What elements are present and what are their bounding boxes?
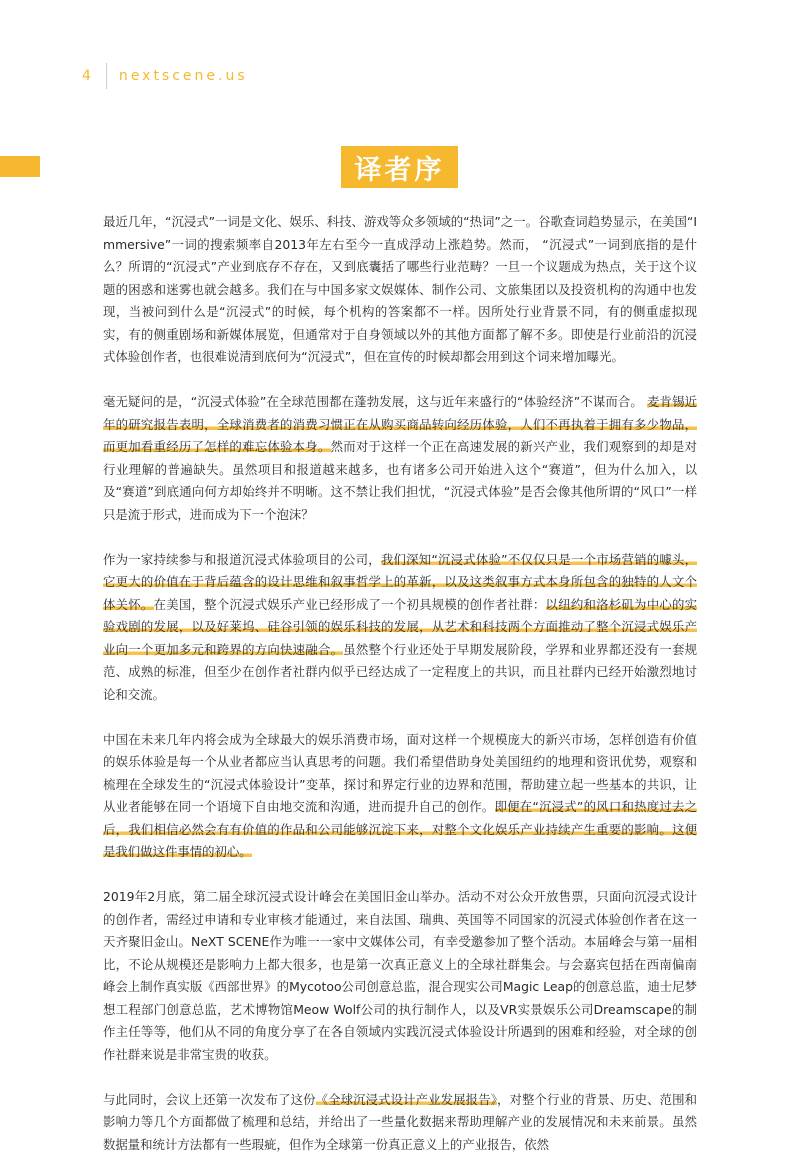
- paragraph: [103, 549, 697, 707]
- site-name: nextscene.us: [119, 68, 248, 84]
- side-accent-tab: [0, 156, 40, 177]
- page-number: 4: [82, 68, 92, 84]
- paragraph-text: 与此同时，会议上还第一次发布了这份: [103, 1092, 316, 1107]
- section-title: 译者序: [341, 146, 458, 188]
- paragraph: [103, 211, 697, 369]
- paragraph-text: 然而对于这样一个正在高速发展的新兴产业，我们观察到的却是对行业理解的普遍缺失。虽然项目和报道越来越多，也有诸多公司开始进入这个“赛道”，但为什么加入，以及“赛道”到底通向何方却始终并不明晰。这不禁让我们担忧，“沉浸式体验”是否会像其他所谓的“风口”一样只是流于形式，进而成为下一个泡沫？: [103, 439, 697, 522]
- highlighted-text: 即便在“沉浸式”的风口和热度过去之后，我们相信必然会有有价值的作品和公司能够沉淀下来，对整个文化娱乐产业持续产生重要的影响。这便是我们做这件事情的初心。: [103, 799, 697, 859]
- paragraph: [103, 886, 697, 1066]
- paragraph: [103, 729, 697, 864]
- body-text: [103, 211, 697, 1156]
- highlighted-text: 我们深知“沉浸式体验”不仅仅只是一个市场营销的噱头，它更大的价值在于背后蕴含的设计思维和叙事哲学上的革新，以及这类叙事方式本身所包含的独特的人文个体关怀。: [103, 552, 697, 612]
- page-header: [82, 62, 248, 90]
- paragraph: [103, 391, 697, 526]
- paragraph-text: 中国在未来几年内将会成为全球最大的娱乐消费市场，面对这样一个规模庞大的新兴市场，怎样创造有价值的娱乐体验是每一个从业者都应当认真思考的问题。我们希望借助身处美国纽约的地理和资讯优势，观察和梳理在全球发生的“沉浸式体验设计”变革，探讨和界定行业的边界和范围，帮助建立起一些基本的共识，让从业者能够在同一个语境下自由地交流和沟通，进而提升自己的创作。: [103, 732, 697, 815]
- paragraph-text: 毫无疑问的是，“沉浸式体验”在全球范围都在蓬勃发展，这与近年来盛行的“体验经济”不谋而合。: [103, 394, 647, 409]
- paragraph-text: 虽然整个行业还处于早期发展阶段，学界和业界都还没有一套规范、成熟的标准，但至少在创作者社群内似乎已经达成了一定程度上的共识，而且社群内已经开始激烈地讨论和交流。: [103, 642, 697, 702]
- paragraph: [103, 1089, 697, 1156]
- paragraph-text: 最近几年，“沉浸式”一词是文化、娱乐、科技、游戏等众多领域的“热词”之一。谷歌查词趋势显示，在美国“Immersive”一词的搜索频率自2013年左右至今一直成浮动上涨趋势。然而， “沉浸式”一词到底指的是什么？所谓的“沉浸式”产业到底存不存在，又到底囊括了哪些行业范畴？一旦一个议题成为热点，关于这个议题的困惑和迷雾也就会越多。我们在与中国多家文娱媒体、制作公司、文旅集团以及投资机构的沟通中也发现，当被问到什么是“沉浸式”的时候，每个机构的答案都不一样。因所处行业背景不同，有的侧重虚拟现实，有的侧重剧场和新媒体展览，但通常对于自身领域以外的其他方面都了解不多。即使是行业前沿的沉浸式体验创作者，也很难说清到底何为“沉浸式”，但在宣传的时候却都会用到这个词来增加曝光。: [103, 214, 697, 364]
- highlighted-text: 《全球沉浸式设计产业发展报告》: [316, 1092, 497, 1107]
- paragraph-text: 2019年2月底，第二届全球沉浸式设计峰会在美国旧金山举办。活动不对公众开放售票，只面向沉浸式设计的创作者，需经过申请和专业审核才能通过，来自法国、瑞典、英国等不同国家的沉浸式体验创作者在这一天齐聚旧金山。NeXT SCENE作为唯一一家中文媒体公司，有幸受邀参加了整个活动。本届峰会与第一届相比，不论从规模还是影响力上都大很多，也是第一次真正意义上的全球社群集会。与会嘉宾包括在西南偏南峰会上制作真实版《西部世界》的Mycotoo公司创意总监，混合现实公司Magic Leap的创意总监，迪士尼梦想工程部门创意总监，艺术博物馆Meow Wolf公司的执行制作人，以及VR实景娱乐公司Dreamscape的制作主任等等，他们从不同的角度分享了在各自领域内实践沉浸式体验设计所遇到的困难和经验，对全球的创作社群来说是非常宝贵的收获。: [103, 889, 697, 1062]
- header-divider: [106, 63, 107, 89]
- highlighted-text: 麦肯锡近年的研究报告表明，全球消费者的消费习惯正在从购买商品转向经历体验，人们不再执着于拥有多少物品，而更加看重经历了怎样的难忘体验本身。: [103, 394, 697, 454]
- paragraph-text: ，对整个行业的背景、历史、范围和影响力等几个方面都做了梳理和总结，并给出了一些量化数据来帮助理解产业的发展情况和未来前景。虽然数据量和统计方法都有一些瑕疵，但作为全球第一份真正意义上的产业报告，依然: [103, 1092, 697, 1152]
- paragraph-text: 在美国，整个沉浸式娱乐产业已经形成了一个初具规模的创作者社群：: [154, 597, 546, 612]
- paragraph-text: 作为一家持续参与和报道沉浸式体验项目的公司，: [103, 552, 381, 567]
- highlighted-text: 以纽约和洛杉矶为中心的实验戏剧的发展，以及好莱坞、硅谷引领的娱乐科技的发展，从艺术和科技两个方面推动了整个沉浸式娱乐产业向一个更加多元和跨界的方向快速融合。: [103, 597, 697, 657]
